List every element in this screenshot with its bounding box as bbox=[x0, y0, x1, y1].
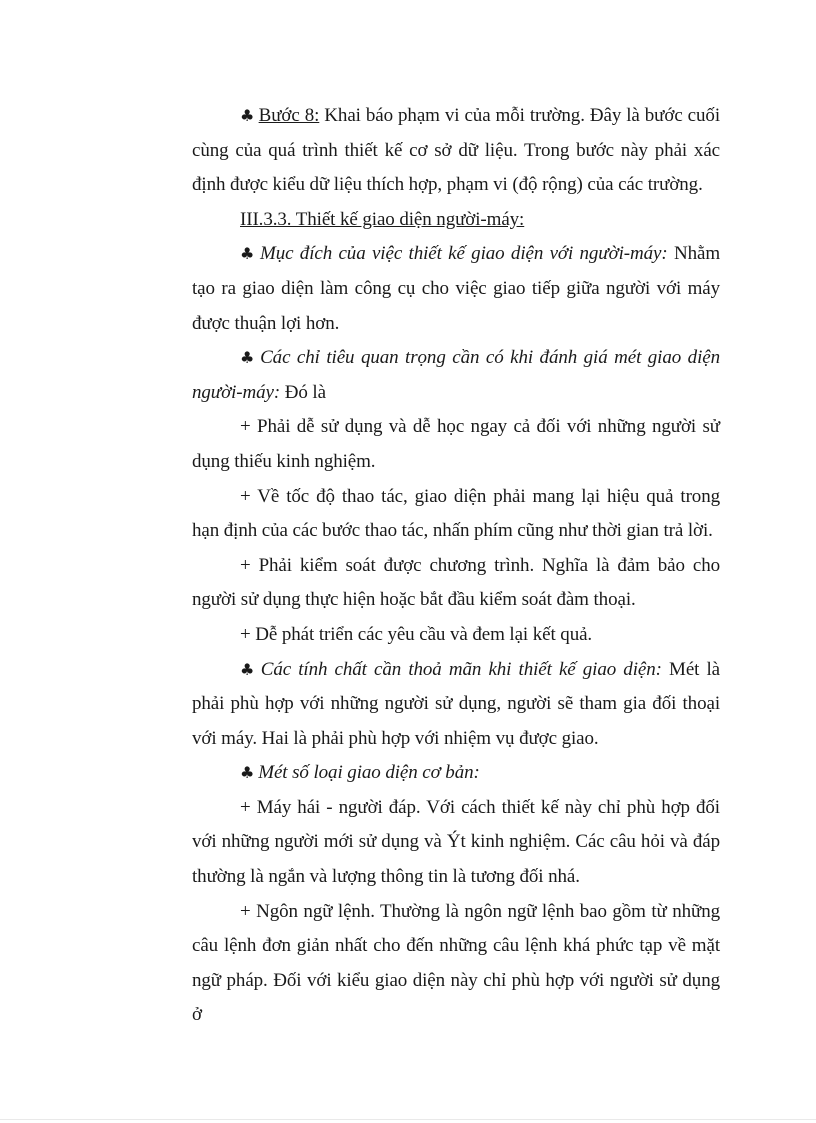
criterion-extensible: + Dễ phát triển các yêu cầu và đem lại kết quả. bbox=[240, 623, 593, 645]
step-8-text: Khai báo phạm vi của mỗi trường. Đây là bước cuối cùng của quá trình thiết kế cơ sở dữ liệu. Trong bước này phải xác định được kiểu dữ liệu thích hợp, phạm vi (độ rộng) của các trường. bbox=[192, 105, 720, 196]
criterion-easy-to-use: + Phải dễ sử dụng và dễ học ngay cả đối với những người sử dụng thiếu kinh nghiệm. bbox=[192, 416, 720, 472]
club-bullet-icon: ♣ bbox=[240, 763, 255, 783]
paragraph-purpose bbox=[192, 237, 720, 341]
step-8-label: Bước 8: bbox=[258, 105, 320, 126]
club-bullet-icon: ♣ bbox=[240, 348, 257, 368]
paragraph-criteria bbox=[192, 341, 720, 410]
section-heading-text: III.3.3. Thiết kế giao diện người-máy: bbox=[240, 208, 525, 230]
purpose-text: Nhằm tạo ra giao diện làm công cụ cho việc giao tiếp giữa người với máy được thuận lợi hơn. bbox=[192, 243, 721, 334]
interface-types-label: Mét số loại giao diện cơ bản: bbox=[258, 762, 480, 784]
section-heading bbox=[192, 203, 720, 238]
club-bullet-icon: ♣ bbox=[240, 244, 256, 264]
interface-type-command-language: + Ngôn ngữ lệnh. Thường là ngôn ngữ lệnh bao gồm từ những câu lệnh đơn giản nhất cho đến những câu lệnh khá phức tạp về mặt ngữ pháp. Đối với kiểu giao diện này chỉ phù hợp với người sử dụng ở bbox=[192, 900, 720, 1026]
interface-type-question-answer: + Máy hái - người đáp. Với cách thiết kế này chỉ phù hợp đối với những người mới sử dụng và Ýt kinh nghiệm. Các câu hỏi và đáp thường là ngắn và lượng thông tin là tương đối nhá. bbox=[192, 796, 720, 888]
criterion-speed: + Về tốc độ thao tác, giao diện phải mang lại hiệu quả trong hạn định của các bước thao tác, nhấn phím cũng như thời gian trả lời. bbox=[192, 485, 720, 542]
page-body bbox=[192, 99, 720, 1033]
paragraph-properties bbox=[192, 653, 720, 757]
criteria-label: Các chỉ tiêu quan trọng cần có khi đánh giá mét giao diện người-máy: bbox=[192, 347, 720, 403]
club-bullet-icon: ♣ bbox=[240, 659, 257, 679]
purpose-label: Mục đích của việc thiết kế giao diện với người-máy: bbox=[259, 243, 668, 265]
paragraph-step-8 bbox=[192, 99, 720, 203]
criteria-text: Đó là bbox=[280, 381, 326, 403]
club-bullet-icon: ♣ bbox=[240, 106, 255, 125]
properties-label: Các tính chất cần thoả mãn khi thiết kế giao diện: bbox=[260, 658, 662, 680]
properties-text: Mét là phải phù hợp với những người sử dụng, người sẽ tham gia đối thoại với máy. Hai là phải phù hợp với nhiệm vụ được giao. bbox=[192, 658, 720, 749]
criterion-control: + Phải kiểm soát được chương trình. Nghĩa là đảm bảo cho người sử dụng thực hiện hoặc bắt đầu kiểm soát đàm thoại. bbox=[192, 554, 720, 611]
paragraph-interface-types bbox=[192, 756, 720, 791]
page-bottom-divider bbox=[0, 1119, 816, 1120]
